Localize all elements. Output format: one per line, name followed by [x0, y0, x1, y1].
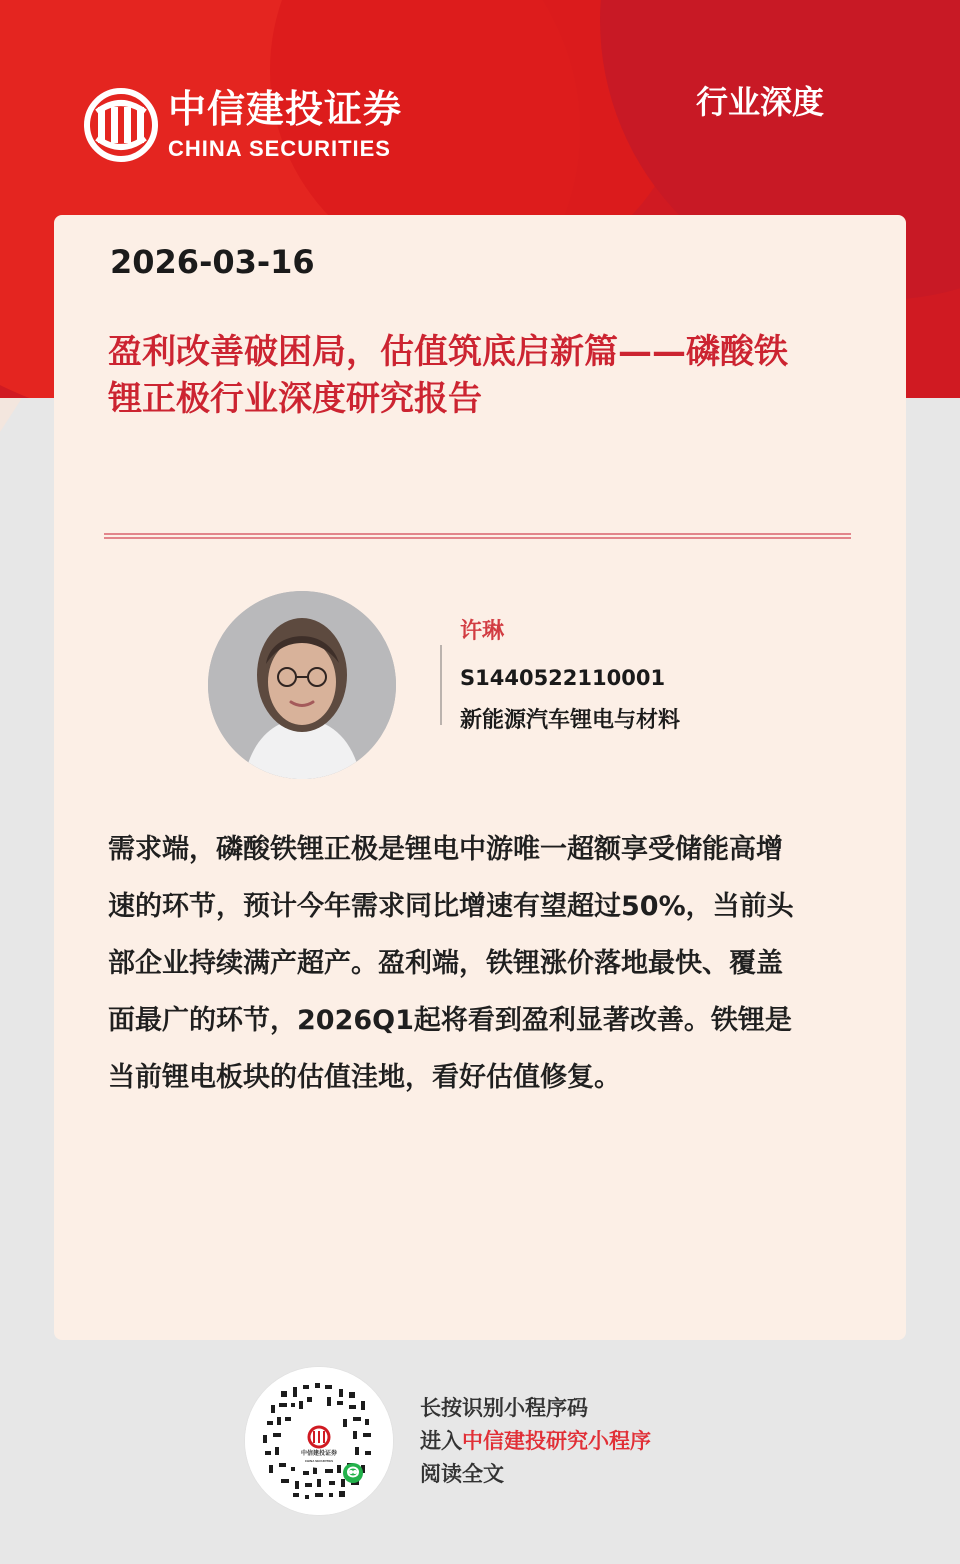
citic-logo-icon [84, 88, 158, 162]
brand-wordmark [168, 86, 403, 161]
footer-instructions [420, 1391, 651, 1490]
report-title: 盈利改善破困局，估值筑底启新篇——磷酸铁 锂正极行业深度研究报告 [108, 332, 788, 419]
mini-program-link[interactable]: 中信建投研究小程序 [462, 1428, 651, 1453]
title-divider [104, 533, 851, 539]
footer-line-2-prefix: 进入 [420, 1428, 462, 1453]
brand-logo [84, 84, 414, 166]
brand-name-cn: 中信建投证券 [168, 86, 403, 131]
author-field: 新能源汽车锂电与材料 [460, 708, 681, 733]
footer-line-1: 长按识别小程序码 [420, 1395, 588, 1420]
header-corner-accent [0, 398, 22, 432]
author-name: 许琳 [460, 619, 505, 644]
brand-name-en: CHINA SECURITIES [168, 136, 391, 161]
qr-center-brand: 中信建投证券 [300, 1450, 338, 1457]
footer-line-2 [420, 1424, 651, 1457]
report-card [54, 215, 906, 1340]
wechat-mini-program-icon [343, 1463, 363, 1483]
report-category: 行业深度 [696, 83, 825, 121]
qr-center-brand-en: CHINA SECURITIES [304, 1459, 334, 1463]
author-license: S1440522110001 [460, 666, 666, 690]
mini-program-qr-code[interactable] [245, 1367, 393, 1515]
author-avatar [208, 591, 396, 779]
report-summary: 需求端，磷酸铁锂正极是锂电中游唯一超额享受储能高增 速的环节，预计今年需求同比增速有望超过50%，当前头 部企业持续满产超产。盈利端，铁锂涨价落地最快、覆盖 面最广的环节，2026Q1起将看到盈利显著改善。铁锂是 当前锂电板块的估值洼地，看好估值修复。 [108, 834, 794, 1093]
report-date: 2026-03-16 [110, 243, 315, 281]
author-separator [440, 645, 442, 725]
footer-line-3: 阅读全文 [420, 1461, 504, 1486]
